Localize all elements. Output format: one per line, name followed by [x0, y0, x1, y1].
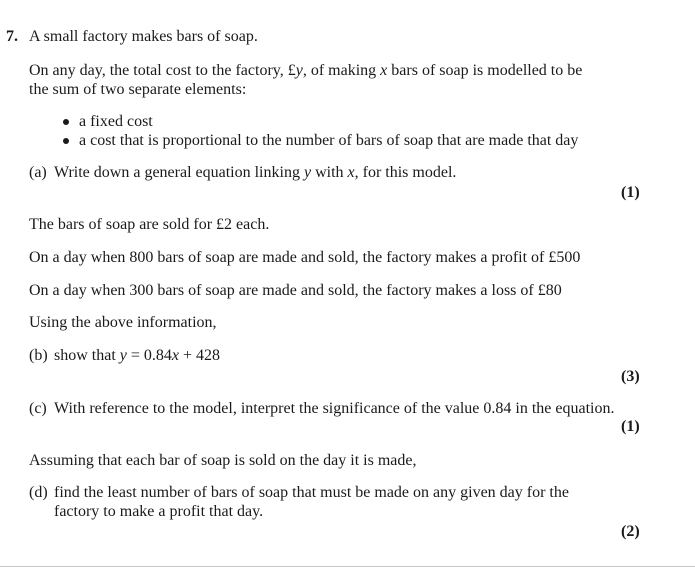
page-divider	[0, 566, 695, 567]
model-description-line1: On any day, the total cost to the factory, £y, of making x bars of soap is modelled to be	[29, 62, 583, 79]
info-price: The bars of soap are sold for £2 each.	[29, 216, 270, 233]
part-a-marks: (1)	[621, 184, 640, 201]
part-b-label: (b)	[29, 347, 48, 364]
bullet-icon	[63, 138, 69, 144]
assumption-text: Assuming that each bar of soap is sold on the day it is made,	[29, 452, 417, 469]
bullet-item: a cost that is proportional to the number of bars of soap that are made that day	[79, 132, 579, 149]
part-b-marks: (3)	[621, 368, 640, 385]
part-d-line1: find the least number of bars of soap that must be made on any given day for the	[54, 484, 569, 501]
part-d-marks: (2)	[621, 523, 640, 540]
part-c-label: (c)	[29, 400, 47, 417]
bullet-icon	[63, 119, 69, 125]
info-using: Using the above information,	[29, 314, 217, 331]
part-b-text: show that y = 0.84x + 428	[54, 347, 221, 364]
part-a-text: Write down a general equation linking y with x, for this model.	[54, 164, 457, 181]
model-description-line2: the sum of two separate elements:	[29, 81, 247, 98]
part-a-label: (a)	[29, 164, 47, 181]
part-c-text: With reference to the model, interpret the significance of the value 0.84 in the equation.	[54, 400, 615, 417]
part-c-marks: (1)	[621, 418, 640, 435]
part-d-label: (d)	[29, 484, 48, 501]
question-intro: A small factory makes bars of soap.	[29, 28, 258, 45]
info-profit: On a day when 800 bars of soap are made and sold, the factory makes a profit of £500	[29, 249, 581, 266]
bullet-item: a fixed cost	[79, 113, 153, 130]
info-loss: On a day when 300 bars of soap are made and sold, the factory makes a loss of £80	[29, 282, 562, 299]
part-d-line2: factory to make a profit that day.	[54, 503, 264, 520]
question-number: 7.	[6, 28, 18, 45]
